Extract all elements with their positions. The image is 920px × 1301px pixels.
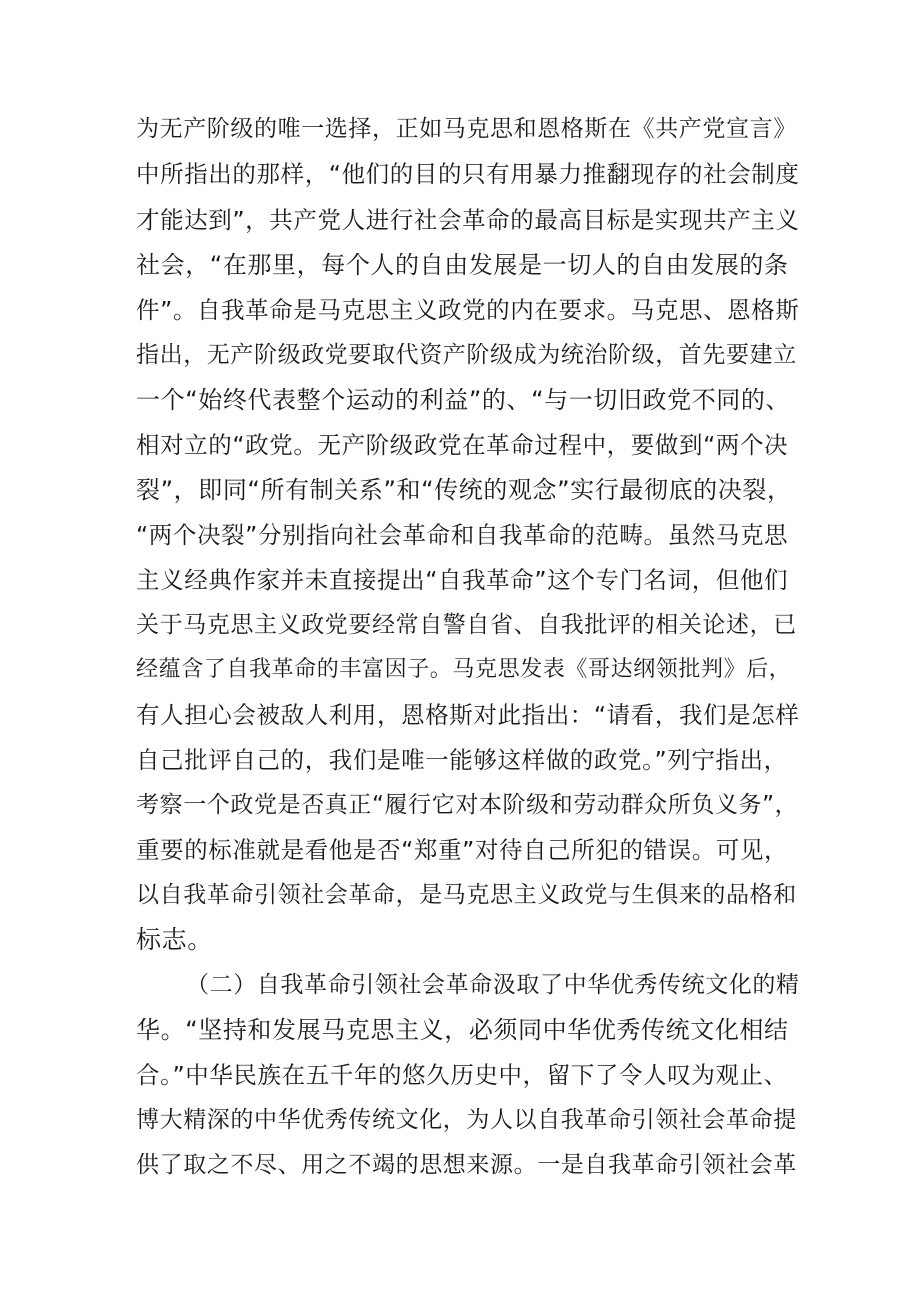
text-line: 重要的标准就是看他是否“郑重”对待自己所犯的错误。可见， [136,836,789,864]
text-line: 以自我革命引领社会革命，是马克思主义政党与生俱来的品格和 [136,882,797,908]
text-line: 裂”，即同“所有制关系”和“传统的观念”实行最彻底的决裂， [136,476,792,504]
text-line: 经蕴含了自我革命的丰富因子。马克思发表《哥达纲领批判》后， [136,657,792,682]
text-line: 自己批评自己的，我们是唯一能够这样做的政党。”列宁指出， [136,746,788,774]
text-line: “两个决裂”分别指向社会革命和自我革命的范畴。虽然马克思 [136,521,789,549]
text-line: 件”。自我革命是马克思主义政党的内在要求。马克思、恩格斯 [136,296,800,324]
text-line: 有人担心会被敌人利用，恩格斯对此指出：“请看，我们是怎样 [136,701,800,729]
text-line: 标志。 [136,925,213,954]
text-line: 才能达到”，共产党人进行社会革命的最高目标是实现共产主义 [136,206,800,234]
text-line: 华。“坚持和发展马克思主义，必须同中华优秀传统文化相结 [136,1016,789,1044]
text-line: 考察一个政党是否真正“履行它对本阶级和劳动群众所负义务”， [136,792,799,818]
text-line: 博大精深的中华优秀传统文化，为人以自我革命引领社会革命提 [136,1107,797,1133]
text-line: 为无产阶级的唯一选择，正如马克思和恩格斯在《共产党宣言》 [136,116,797,142]
text-line: 社会，“在那里，每个人的自由发展是一切人的自由发展的条 [136,251,789,279]
text-line: 一个“始终代表整个运动的利益”的、“与一切旧政党不同的、 [136,386,791,414]
section-heading-line: （二）自我革命引领社会革命汲取了中华优秀传统文化的精 [186,972,800,998]
text-line: 合。”中华民族在五千年的悠久历史中，留下了令人叹为观止、 [136,1061,788,1089]
text-line: 主义经典作家并未直接提出“自我革命”这个专门名词，但他们 [136,566,789,594]
text-line: 供了取之不尽、用之不竭的思想来源。一是自我革命引领社会革 [136,1152,797,1178]
text-line: 指出，无产阶级政党要取代资产阶级成为统治阶级，首先要建立 [136,342,797,368]
text-line: 中所指出的那样，“他们的目的只有用暴力推翻现存的社会制度 [136,160,800,188]
text-line: 相对立的“政党。无产阶级政党在革命过程中，要做到“两个决 [136,431,789,459]
text-line: 关于马克思主义政党要经常自警自省、自我批评的相关论述，已 [136,612,797,638]
